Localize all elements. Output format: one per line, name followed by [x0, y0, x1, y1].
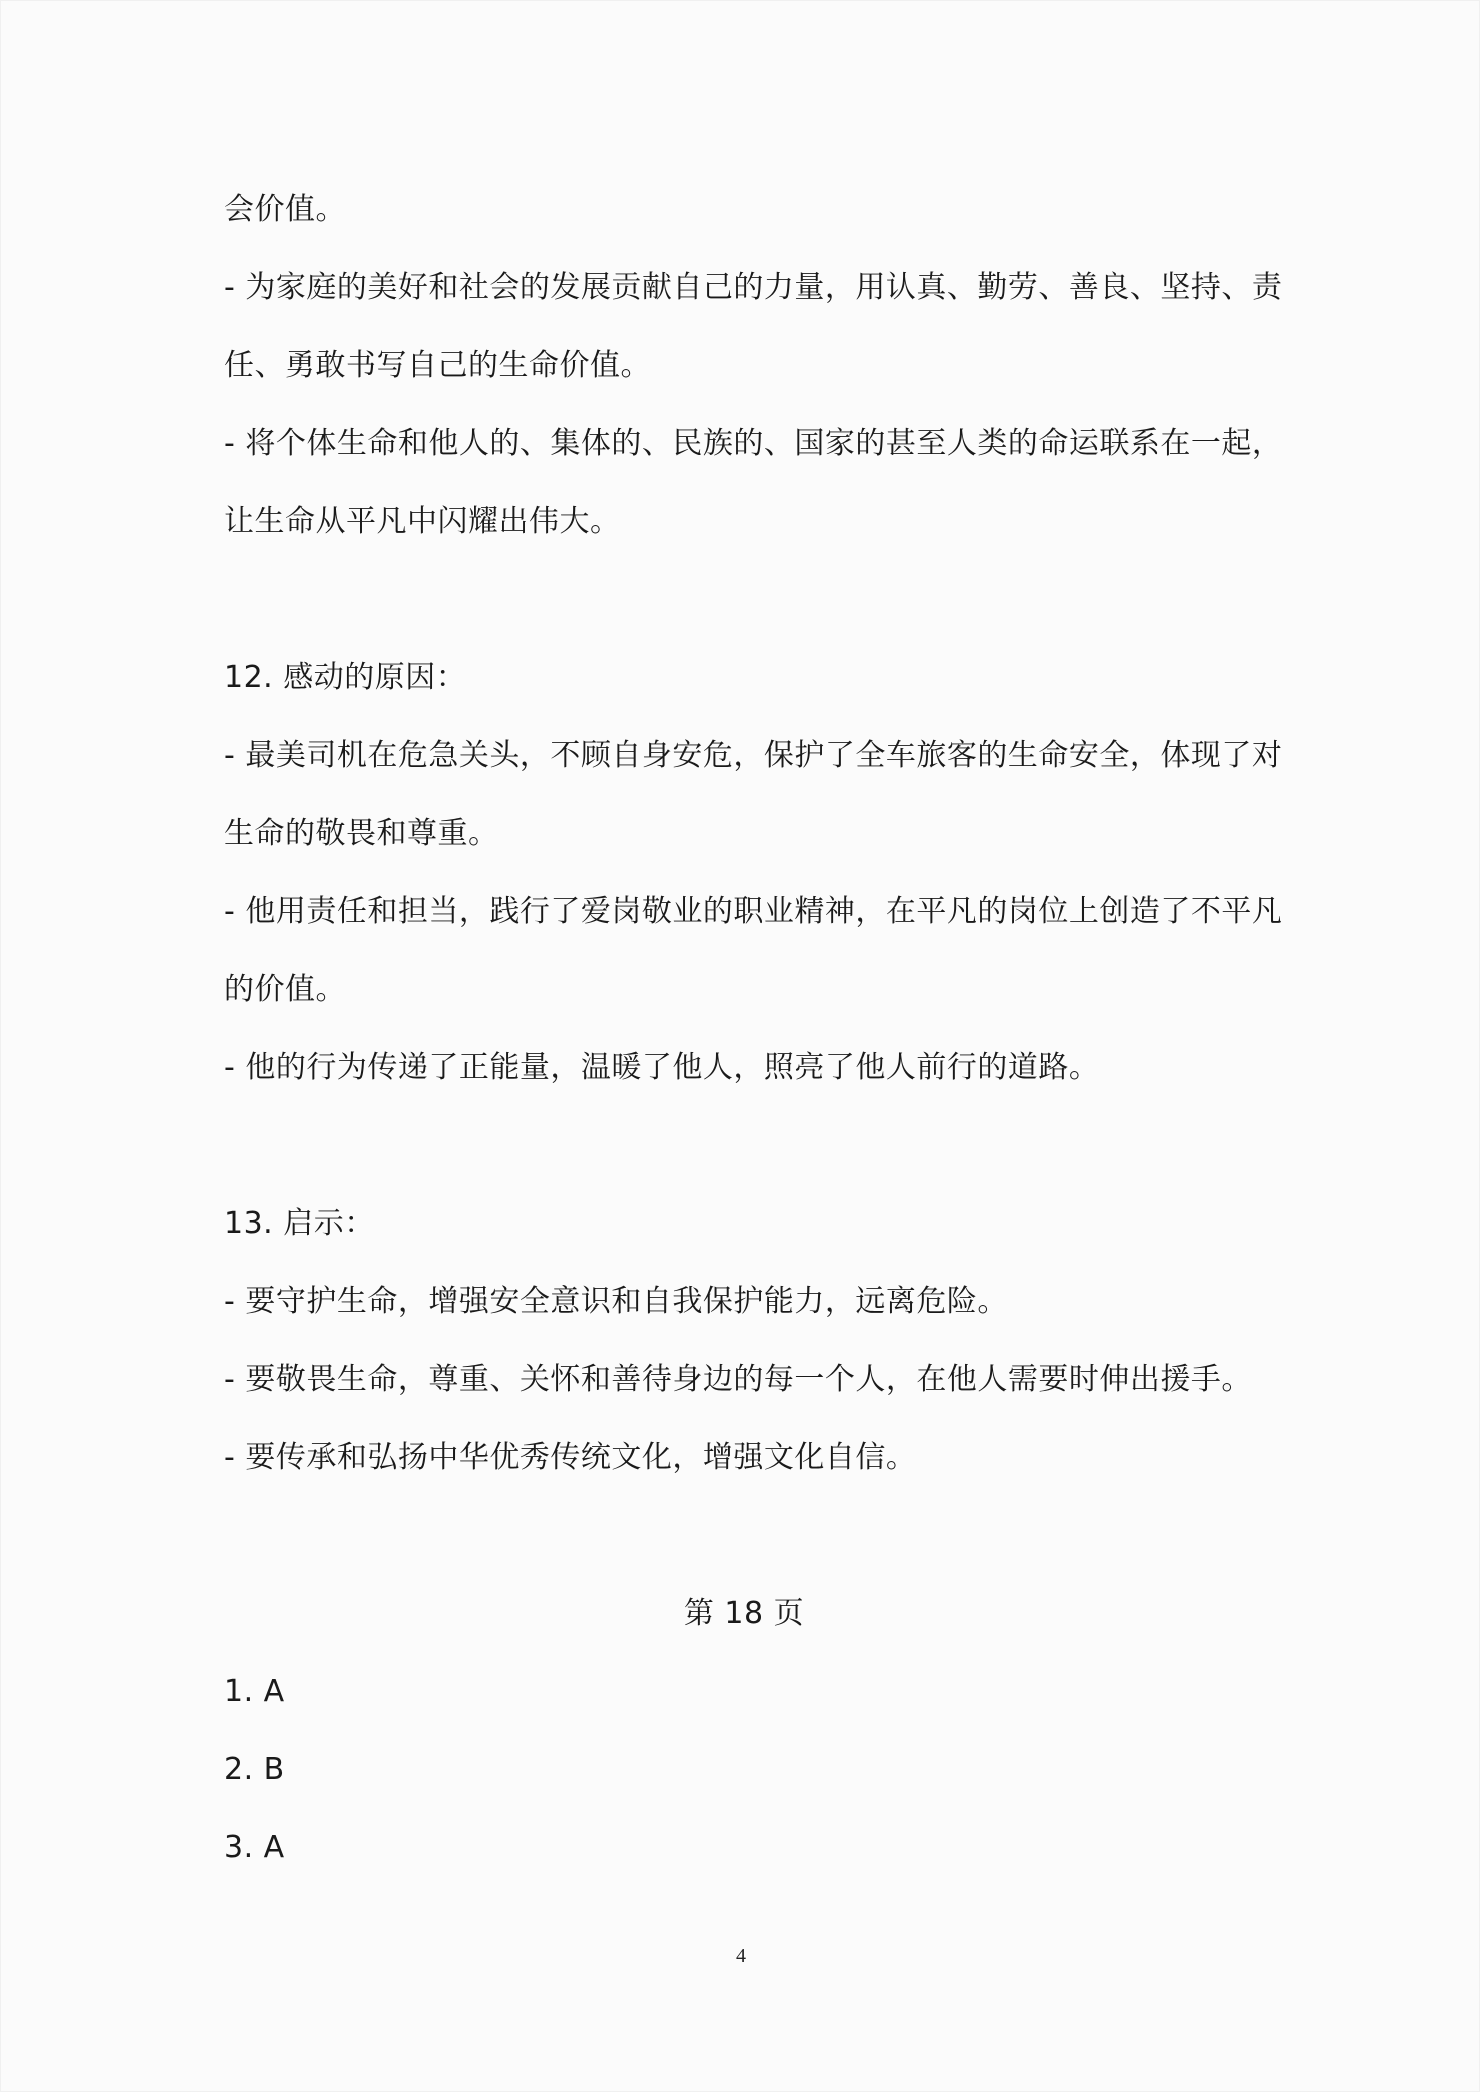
text-line: - 为家庭的美好和社会的发展贡献自己的力量，用认真、勤劳、善良、坚持、责: [224, 270, 1283, 305]
text-line: - 要敬畏生命，尊重、关怀和善待身边的每一个人，在他人需要时伸出援手。: [224, 1362, 1252, 1397]
page-number: 4: [736, 1945, 746, 1967]
text-line: 12. 感动的原因：: [224, 660, 467, 695]
text-line: - 他的行为传递了正能量，温暖了他人，照亮了他人前行的道路。: [224, 1050, 1100, 1085]
paragraph-gap: [224, 561, 1264, 639]
text-line: 让生命从平凡中闪耀出伟大。: [224, 504, 621, 539]
text-line: - 最美司机在危急关头，不顾自身安危，保护了全车旅客的生命安全，体现了对: [224, 738, 1283, 773]
paragraph-gap: [224, 1497, 1264, 1575]
text-line: - 要守护生命，增强安全意识和自我保护能力，远离危险。: [224, 1284, 1008, 1319]
text-line: 2. B: [224, 1752, 285, 1787]
paragraph-gap: [224, 1107, 1264, 1185]
text-line: 13. 启示：: [224, 1206, 375, 1241]
document-body: [224, 171, 1283, 1887]
text-line: 的价值。: [224, 972, 346, 1007]
text-line: - 要传承和弘扬中华优秀传统文化，增强文化自信。: [224, 1440, 917, 1475]
text-line: 1. A: [224, 1674, 285, 1709]
text-line: 3. A: [224, 1830, 285, 1865]
text-line: 生命的敬畏和尊重。: [224, 816, 499, 851]
text-line: 任、勇敢书写自己的生命价值。: [224, 348, 651, 383]
text-line: - 将个体生命和他人的、集体的、民族的、国家的甚至人类的命运联系在一起，: [224, 426, 1283, 461]
section-heading: 第 18 页: [683, 1596, 805, 1631]
text-line: 会价值。: [224, 192, 346, 227]
text-line: - 他用责任和担当，践行了爱岗敬业的职业精神，在平凡的岗位上创造了不平凡: [224, 894, 1283, 929]
